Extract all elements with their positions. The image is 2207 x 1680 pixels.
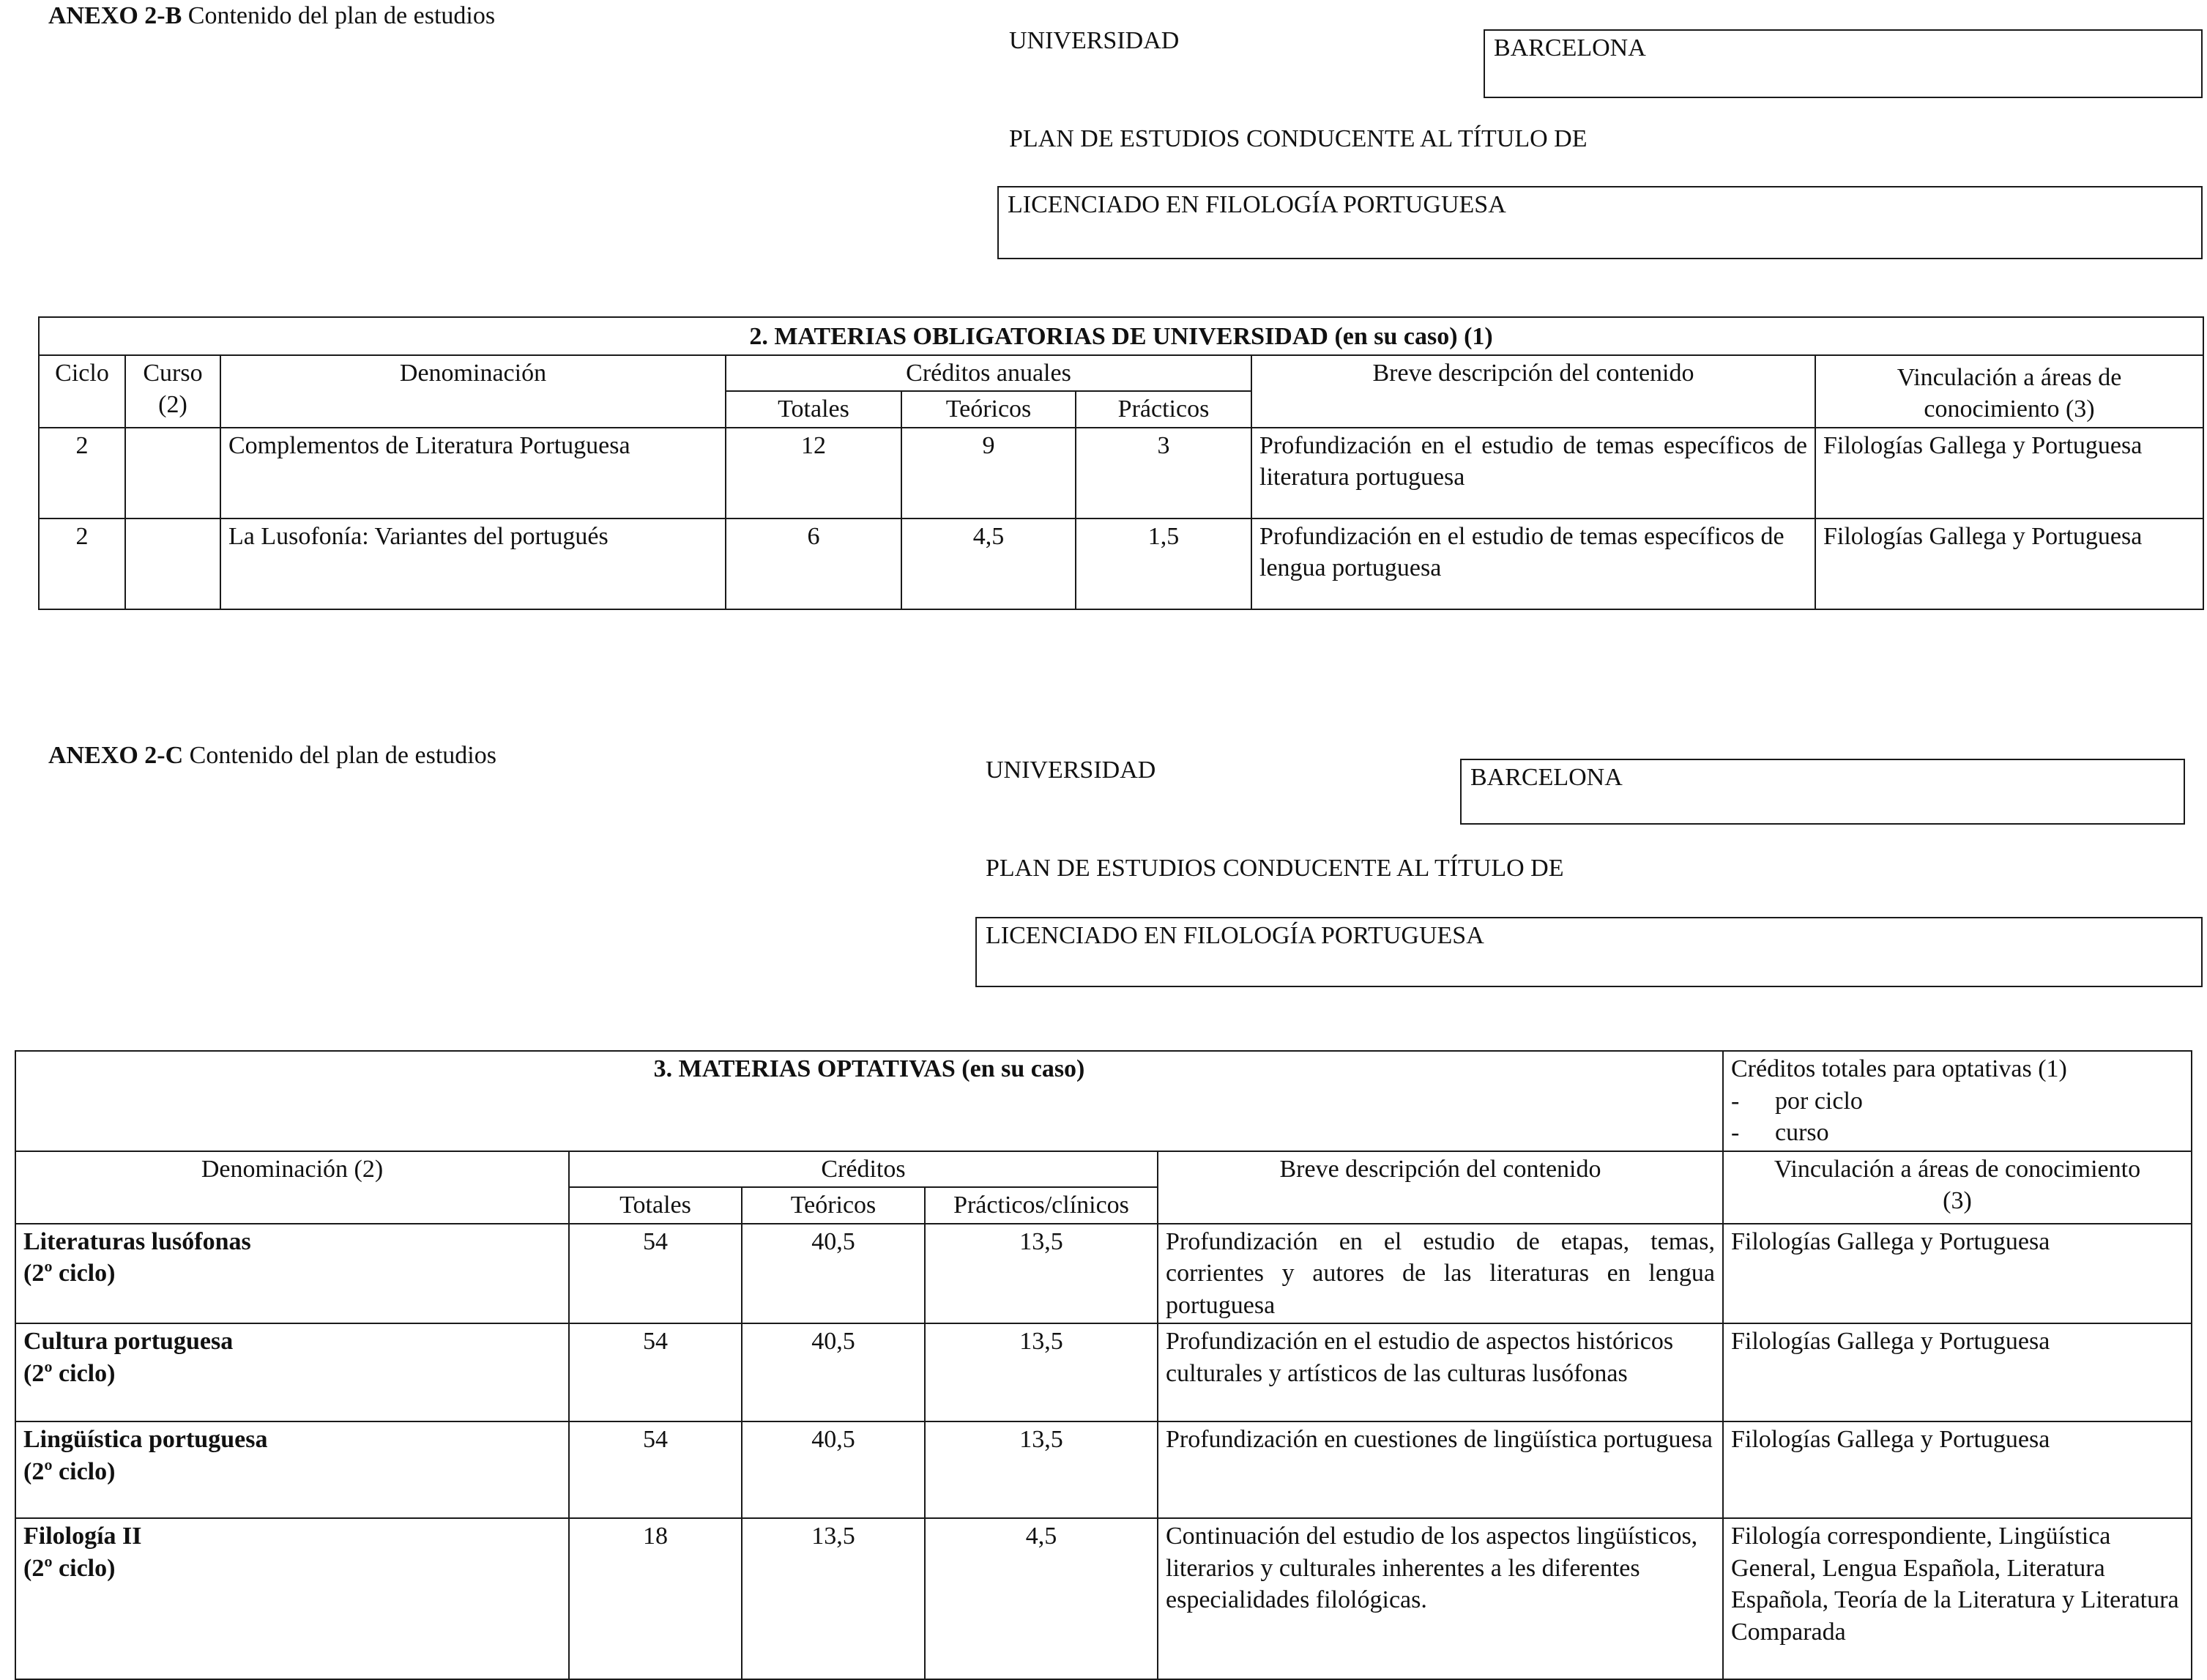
row-name: Filología II	[23, 1523, 142, 1550]
row-descripcion: Profundización en el estudio de temas específicos de literatura portuguesa	[1251, 428, 1815, 519]
annex-c-university-field: BARCELONA	[1460, 759, 2185, 825]
optativas-note-title: Créditos totales para optativas (1)	[1731, 1055, 2067, 1082]
row-totales: 54	[569, 1323, 742, 1421]
annex-b-university-field: BARCELONA	[1484, 29, 2203, 98]
annex-b-label	[48, 0, 495, 32]
table-row	[39, 428, 2203, 519]
row-vinculacion: Filologías Gallega y Portuguesa	[1815, 428, 2203, 519]
row-ciclo: 2	[39, 428, 125, 519]
header-totales: Totales	[569, 1187, 742, 1224]
row-cycle: (2º ciclo)	[23, 1554, 116, 1582]
row-vinculacion: Filologías Gallega y Portuguesa	[1723, 1421, 2192, 1518]
row-name: Cultura portuguesa	[23, 1328, 234, 1356]
header-vinculacion	[1815, 355, 2203, 428]
row-totales: 54	[569, 1224, 742, 1324]
annex-c-university-label: UNIVERSIDAD	[986, 757, 1156, 784]
header-practicos: Prácticos	[1076, 391, 1251, 428]
row-descripcion: Continuación del estudio de los aspectos lingüísticos, literarios y culturales inherentes a les diferentes especialidades filológicas.	[1158, 1518, 1723, 1679]
annex-c-label	[48, 740, 496, 772]
row-teoricos: 4,5	[901, 519, 1076, 609]
row-curso	[125, 428, 220, 519]
row-descripcion: Profundización en el estudio de temas específicos de lengua portuguesa	[1251, 519, 1815, 609]
annex-b-table	[38, 316, 2204, 610]
row-totales: 12	[726, 428, 901, 519]
header-curso-line2: (2)	[158, 391, 187, 419]
optativas-note-por-ciclo: - por ciclo	[1731, 1087, 1863, 1115]
annex-b-table-title: 2. MATERIAS OBLIGATORIAS DE UNIVERSIDAD (en su caso) (1)	[39, 317, 2203, 355]
row-vinculacion: Filologías Gallega y Portuguesa	[1723, 1323, 2192, 1421]
header-totales: Totales	[726, 391, 901, 428]
header-creditos-anuales: Créditos anuales	[726, 355, 1251, 392]
annex-c-caption: Contenido del plan de estudios	[183, 742, 496, 769]
annex-c-code: ANEXO 2-C	[48, 742, 184, 769]
row-teoricos: 40,5	[742, 1421, 925, 1518]
row-totales: 18	[569, 1518, 742, 1679]
annex-b-plan-label: PLAN DE ESTUDIOS CONDUCENTE AL TÍTULO DE	[1009, 125, 1588, 152]
header-creditos: Créditos	[569, 1151, 1158, 1188]
optativas-credit-note	[1723, 1051, 2192, 1151]
header-curso	[125, 355, 220, 428]
row-cycle: (2º ciclo)	[23, 1359, 116, 1387]
row-denominacion: Complementos de Literatura Portuguesa	[220, 428, 726, 519]
row-denominacion: La Lusofonía: Variantes del portugués	[220, 519, 726, 609]
annex-c-table	[15, 1050, 2192, 1680]
table-row	[15, 1224, 2192, 1324]
annex-c-plan-label: PLAN DE ESTUDIOS CONDUCENTE AL TÍTULO DE	[986, 855, 1564, 882]
header-vinculacion-line1: Vinculación a áreas de	[1897, 363, 2122, 391]
row-cycle: (2º ciclo)	[23, 1260, 116, 1287]
row-teoricos: 40,5	[742, 1323, 925, 1421]
annex-b-degree-field: LICENCIADO EN FILOLOGÍA PORTUGUESA	[997, 186, 2203, 259]
row-ciclo: 2	[39, 519, 125, 609]
row-teoricos: 40,5	[742, 1224, 925, 1324]
row-vinculacion: Filología correspondiente, Lingüística General, Lengua Española, Literatura Española, Teoría de la Literatura y Literatura Comparada	[1723, 1518, 2192, 1679]
header-descripcion: Breve descripción del contenido	[1158, 1151, 1723, 1224]
row-totales: 54	[569, 1421, 742, 1518]
optativas-note-curso: - curso	[1731, 1119, 1829, 1147]
header-vinculacion-line2: (3)	[1943, 1187, 1972, 1215]
row-teoricos: 13,5	[742, 1518, 925, 1679]
annex-c-table-title: 3. MATERIAS OPTATIVAS (en su caso)	[15, 1051, 1723, 1151]
header-ciclo: Ciclo	[39, 355, 125, 428]
annex-b-caption: Contenido del plan de estudios	[182, 2, 496, 29]
row-descripcion: Profundización en cuestiones de lingüística portuguesa	[1158, 1421, 1723, 1518]
row-cycle: (2º ciclo)	[23, 1457, 116, 1485]
row-totales: 6	[726, 519, 901, 609]
row-vinculacion: Filologías Gallega y Portuguesa	[1815, 519, 2203, 609]
row-practicos: 13,5	[925, 1421, 1158, 1518]
header-vinculacion-line2: conocimiento (3)	[1924, 395, 2095, 423]
row-denominacion	[15, 1323, 569, 1421]
header-descripcion: Breve descripción del contenido	[1251, 355, 1815, 428]
annex-b-code: ANEXO 2-B	[48, 2, 182, 29]
row-name: Lingüística portuguesa	[23, 1426, 268, 1454]
row-practicos: 1,5	[1076, 519, 1251, 609]
header-vinculacion	[1723, 1151, 2192, 1224]
table-row	[15, 1421, 2192, 1518]
table-row	[15, 1518, 2192, 1679]
header-teoricos: Teóricos	[742, 1187, 925, 1224]
annex-b-university-label: UNIVERSIDAD	[1009, 27, 1180, 54]
header-teoricos: Teóricos	[901, 391, 1076, 428]
row-descripcion: Profundización en el estudio de aspectos históricos culturales y artísticos de las culturas lusófonas	[1158, 1323, 1723, 1421]
row-practicos: 3	[1076, 428, 1251, 519]
row-teoricos: 9	[901, 428, 1076, 519]
row-name: Literaturas lusófonas	[23, 1227, 251, 1255]
row-denominacion	[15, 1518, 569, 1679]
row-vinculacion: Filologías Gallega y Portuguesa	[1723, 1224, 2192, 1324]
table-row	[15, 1323, 2192, 1421]
header-denominacion: Denominación	[220, 355, 726, 428]
header-practicos-clinicos: Prácticos/clínicos	[925, 1187, 1158, 1224]
row-practicos: 13,5	[925, 1323, 1158, 1421]
header-vinculacion-line1: Vinculación a áreas de conocimiento	[1774, 1155, 2141, 1183]
row-practicos: 4,5	[925, 1518, 1158, 1679]
table-row	[39, 519, 2203, 609]
row-curso	[125, 519, 220, 609]
row-denominacion	[15, 1224, 569, 1324]
row-practicos: 13,5	[925, 1224, 1158, 1324]
row-denominacion	[15, 1421, 569, 1518]
row-descripcion: Profundización en el estudio de etapas, temas, corrientes y autores de las literaturas en lengua portuguesa	[1158, 1224, 1723, 1324]
header-curso-line1: Curso	[143, 359, 203, 387]
header-denominacion: Denominación (2)	[15, 1151, 569, 1224]
annex-c-degree-field: LICENCIADO EN FILOLOGÍA PORTUGUESA	[975, 917, 2203, 987]
